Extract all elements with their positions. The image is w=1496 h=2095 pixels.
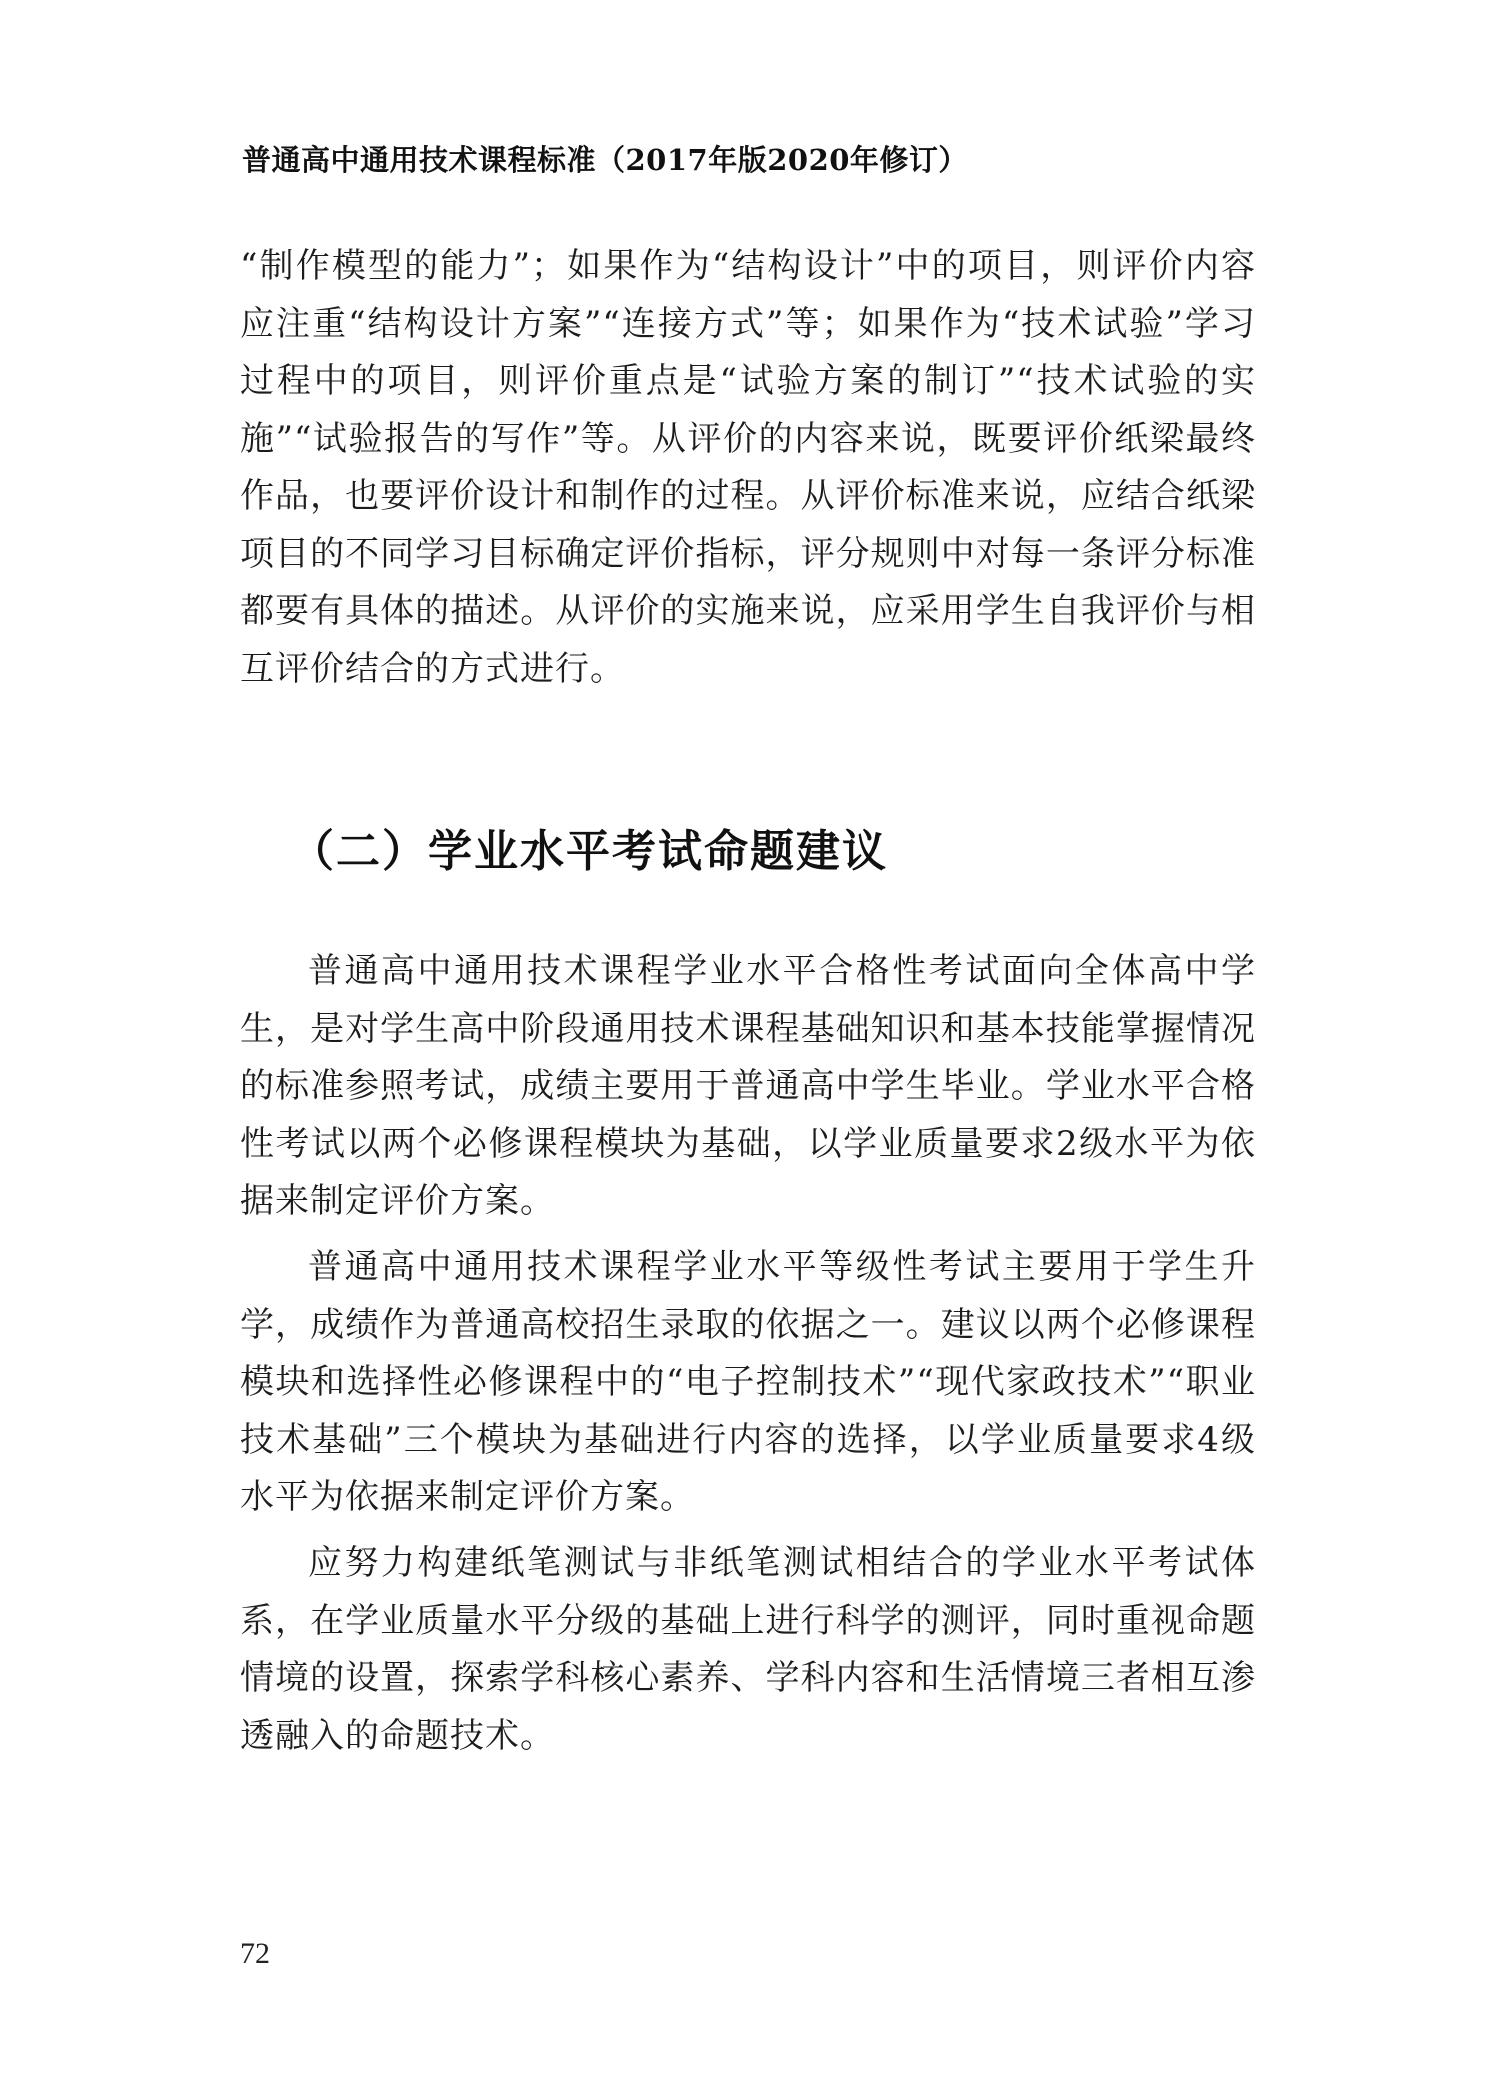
continued-paragraph: “制作模型的能力”；如果作为“结构设计”中的项目，则评价内容应注重“结构设计方案”“连接方式”等；如果作为“技术试验”学习过程中的项目，则评价重点是“试验方案的制订”“技术试验的实施”“试验报告的写作”等。从评价的内容来说，既要评价纸梁最终作品，也要评价设计和制作的过程。从评价标准来说，应结合纸梁项目的不同学习目标确定评价指标，评分规则中对每一条评分标准都要有具体的描述。从评价的实施来说，应采用学生自我评价与相互评价结合的方式进行。 bbox=[240, 246, 1256, 689]
body-paragraph: 普通高中通用技术课程学业水平等级性考试主要用于学生升学，成绩作为普通高校招生录取的依据之一。建议以两个必修课程模块和选择性必修课程中的“电子控制技术”“现代家政技术”“职业技术基础”三个模块为基础进行内容的选择，以学业质量要求4级水平为依据来制定评价方案。 bbox=[240, 1247, 1256, 1517]
section-heading: （二）学业水平考试命题建议 bbox=[290, 826, 888, 877]
running-header-title: 普通高中通用技术课程标准（2017年版2020年修订） bbox=[242, 143, 968, 177]
page-number: 72 bbox=[240, 1937, 270, 1970]
body-paragraph: 普通高中通用技术课程学业水平合格性考试面向全体高中学生，是对学生高中阶段通用技术课程基础知识和基本技能掌握情况的标准参照考试，成绩主要用于普通高中学生毕业。学业水平合格性考试以两个必修课程模块为基础，以学业质量要求2级水平为依据来制定评价方案。 bbox=[240, 951, 1256, 1221]
body-paragraph: 应努力构建纸笔测试与非纸笔测试相结合的学业水平考试体系，在学业质量水平分级的基础上进行科学的测评，同时重视命题情境的设置，探索学科核心素养、学科内容和生活情境三者相互渗透融入的命题技术。 bbox=[240, 1543, 1256, 1756]
